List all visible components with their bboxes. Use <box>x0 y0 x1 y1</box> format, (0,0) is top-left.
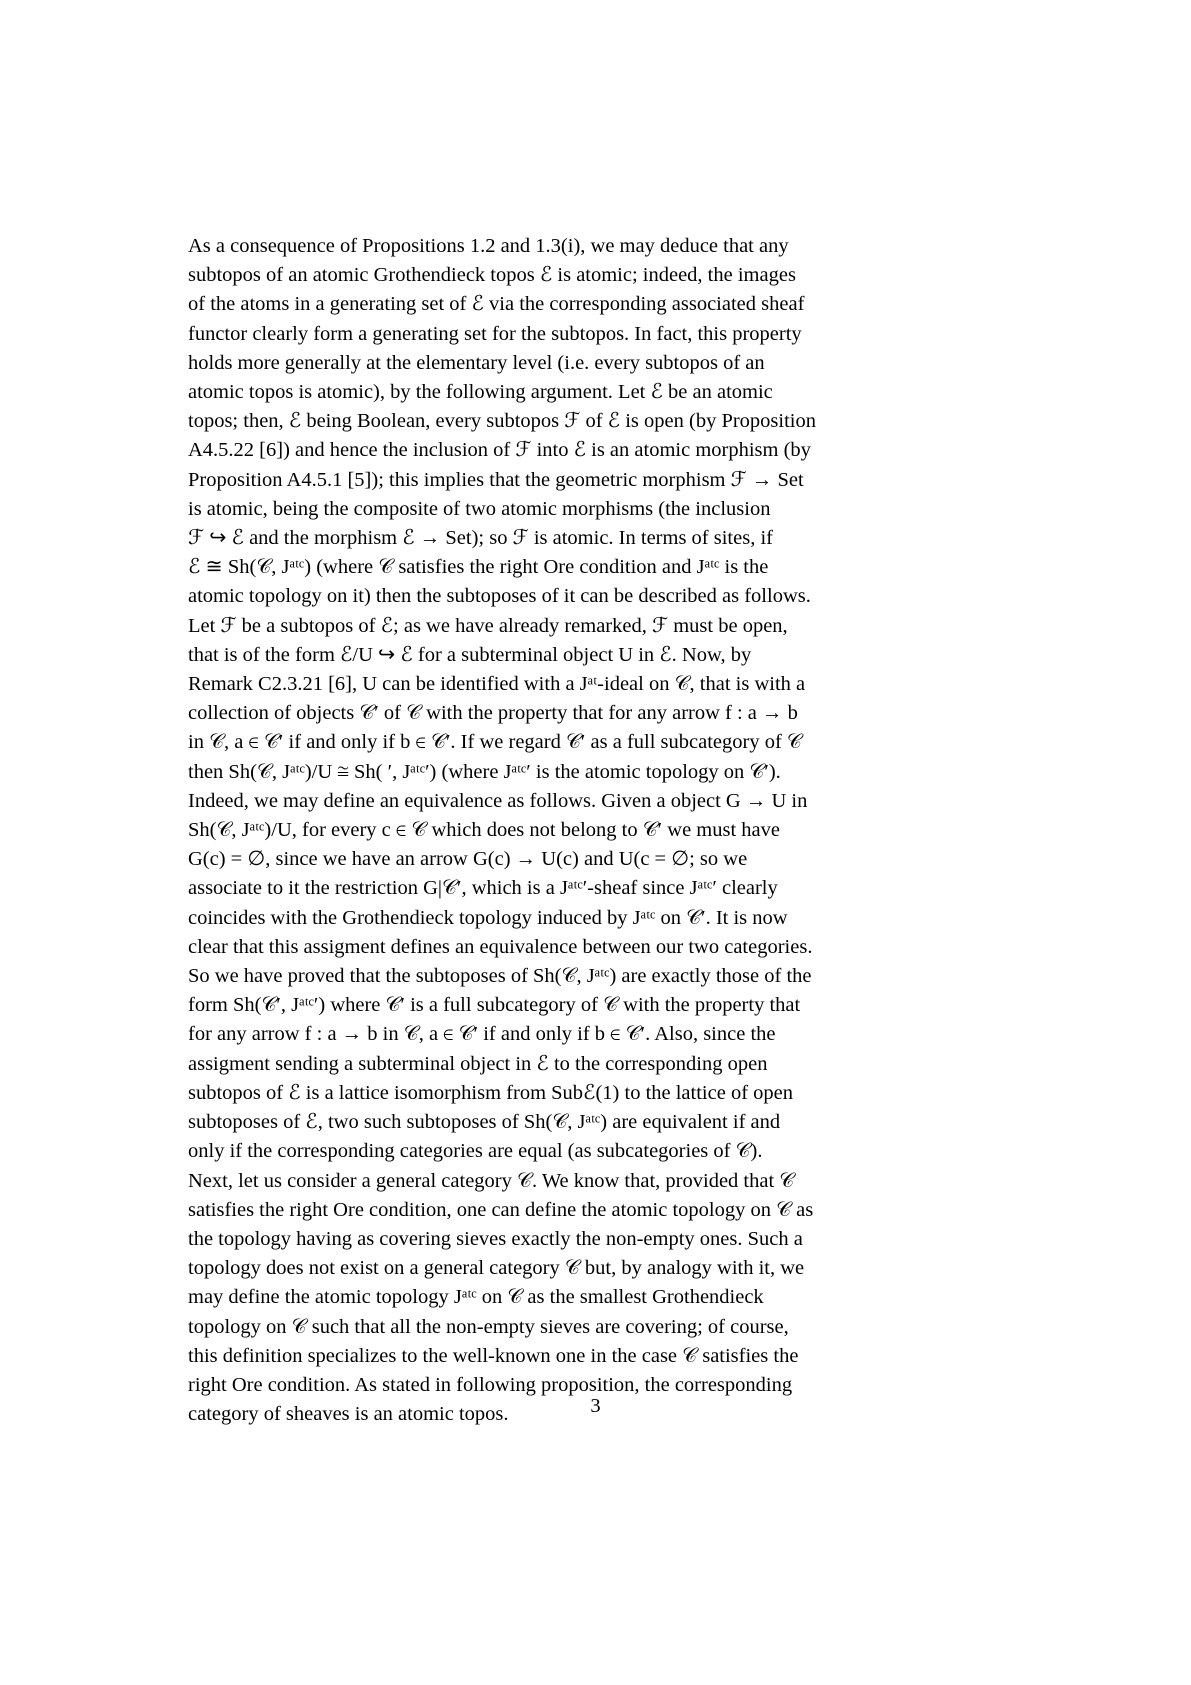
text-line: ℱ ↪ ℰ and the morphism ℰ → Set); so ℱ is atomic. In terms of sites, if <box>188 527 773 550</box>
body-text-block <box>188 232 918 1429</box>
text-line: then Sh(𝒞, Jᵃᵗᶜ)/U ≅ Sh( ′, Jᵃᵗᶜ′) (where Jᵃᵗᶜ′ is the atomic topology on 𝒞′). <box>188 760 781 783</box>
text-line: G(c) = ∅, since we have an arrow G(c) → U(c) and U(c = ∅; so we <box>188 848 748 871</box>
text-line: of the atoms in a generating set of ℰ via the corresponding associated sheaf <box>188 293 805 316</box>
text-line: Proposition A4.5.1 [5]); this implies that the geometric morphism ℱ → Set <box>188 468 804 491</box>
text-line: topology on 𝒞 such that all the non-empty sieves are covering; of course, <box>188 1315 789 1338</box>
text-line: atomic topos is atomic), by the following argument. Let ℰ be an atomic <box>188 381 773 404</box>
text-line: that is of the form ℰ/U ↪ ℰ for a subterminal object U in ℰ. Now, by <box>188 643 752 666</box>
text-line: right Ore condition. As stated in following proposition, the corresponding <box>188 1373 793 1396</box>
text-line: subtopos of an atomic Grothendieck topos ℰ is atomic; indeed, the images <box>188 264 796 287</box>
text-line: topology does not exist on a general category 𝒞 but, by analogy with it, we <box>188 1257 805 1280</box>
text-line: assigment sending a subterminal object in ℰ to the corresponding open <box>188 1052 768 1075</box>
page-number: 3 <box>590 1395 601 1417</box>
main-paragraph <box>188 232 918 1429</box>
text-line: category of sheaves is an atomic topos. <box>188 1403 509 1426</box>
text-line: Remark C2.3.21 [6], U can be identified with a Jᵃᵗ-ideal on 𝒞, that is with a <box>188 673 806 696</box>
text-line: A4.5.22 [6]) and hence the inclusion of ℱ into ℰ is an atomic morphism (by <box>188 439 811 462</box>
text-line: only if the corresponding categories are equal (as subcategories of 𝒞). <box>188 1140 763 1163</box>
text-line: the topology having as covering sieves exactly the non-empty ones. Such a <box>188 1227 803 1250</box>
text-line: in 𝒞, a ∈ 𝒞′ if and only if b ∈ 𝒞′. If we regard 𝒞′ as a full subcategory of 𝒞 <box>188 731 802 754</box>
text-line: may define the atomic topology Jᵃᵗᶜ on 𝒞 as the smallest Grothendieck <box>188 1286 764 1309</box>
text-line: satisfies the right Ore condition, one can define the atomic topology on 𝒞 as <box>188 1198 814 1221</box>
text-line: for any arrow f : a → b in 𝒞, a ∈ 𝒞′ if and only if b ∈ 𝒞′. Also, since the <box>188 1023 776 1046</box>
text-line: Next, let us consider a general category 𝒞. We know that, provided that 𝒞 <box>188 1169 795 1192</box>
text-line: As a consequence of Propositions 1.2 and 1.3(i), we may deduce that any <box>188 235 789 257</box>
text-line: holds more generally at the elementary level (i.e. every subtopos of an <box>188 351 765 374</box>
text-line: Sh(𝒞, Jᵃᵗᶜ)/U, for every c ∈ 𝒞 which does not belong to 𝒞′ we must have <box>188 819 780 842</box>
text-line: Let ℱ be a subtopos of ℰ; as we have already remarked, ℱ must be open, <box>188 614 788 637</box>
text-line: subtoposes of ℰ, two such subtoposes of Sh(𝒞, Jᵃᵗᶜ) are equivalent if and <box>188 1111 781 1134</box>
text-line: subtopos of ℰ is a lattice isomorphism from Subℰ(1) to the lattice of open <box>188 1081 793 1104</box>
text-line: atomic topology on it) then the subtoposes of it can be described as follows. <box>188 585 811 608</box>
text-line: form Sh(𝒞′, Jᵃᵗᶜ′) where 𝒞′ is a full subcategory of 𝒞 with the property that <box>188 994 801 1017</box>
text-line: clear that this assigment defines an equivalence between our two categories. <box>188 935 813 958</box>
text-line: Indeed, we may define an equivalence as follows. Given a object G → U in <box>188 789 808 812</box>
text-line: associate to it the restriction G|𝒞′, which is a Jᵃᵗᶜ′-sheaf since Jᵃᵗᶜ′ clearly <box>188 877 778 900</box>
text-line: coincides with the Grothendieck topology induced by Jᵃᵗᶜ on 𝒞′. It is now <box>188 906 788 929</box>
text-line: functor clearly form a generating set for the subtopos. In fact, this property <box>188 322 802 345</box>
text-line: is atomic, being the composite of two atomic morphisms (the inclusion <box>188 497 771 520</box>
text-line: collection of objects 𝒞′ of 𝒞 with the property that for any arrow f : a → b <box>188 702 798 725</box>
text-line: this definition specializes to the well-known one in the case 𝒞 satisfies the <box>188 1344 799 1367</box>
text-line: ℰ ≅ Sh(𝒞, Jᵃᵗᶜ) (where 𝒞 satisfies the right Ore condition and Jᵃᵗᶜ is the <box>188 556 769 579</box>
text-line: So we have proved that the subtoposes of Sh(𝒞, Jᵃᵗᶜ) are exactly those of the <box>188 965 812 988</box>
text-line: topos; then, ℰ being Boolean, every subtopos ℱ of ℰ is open (by Proposition <box>188 410 816 433</box>
